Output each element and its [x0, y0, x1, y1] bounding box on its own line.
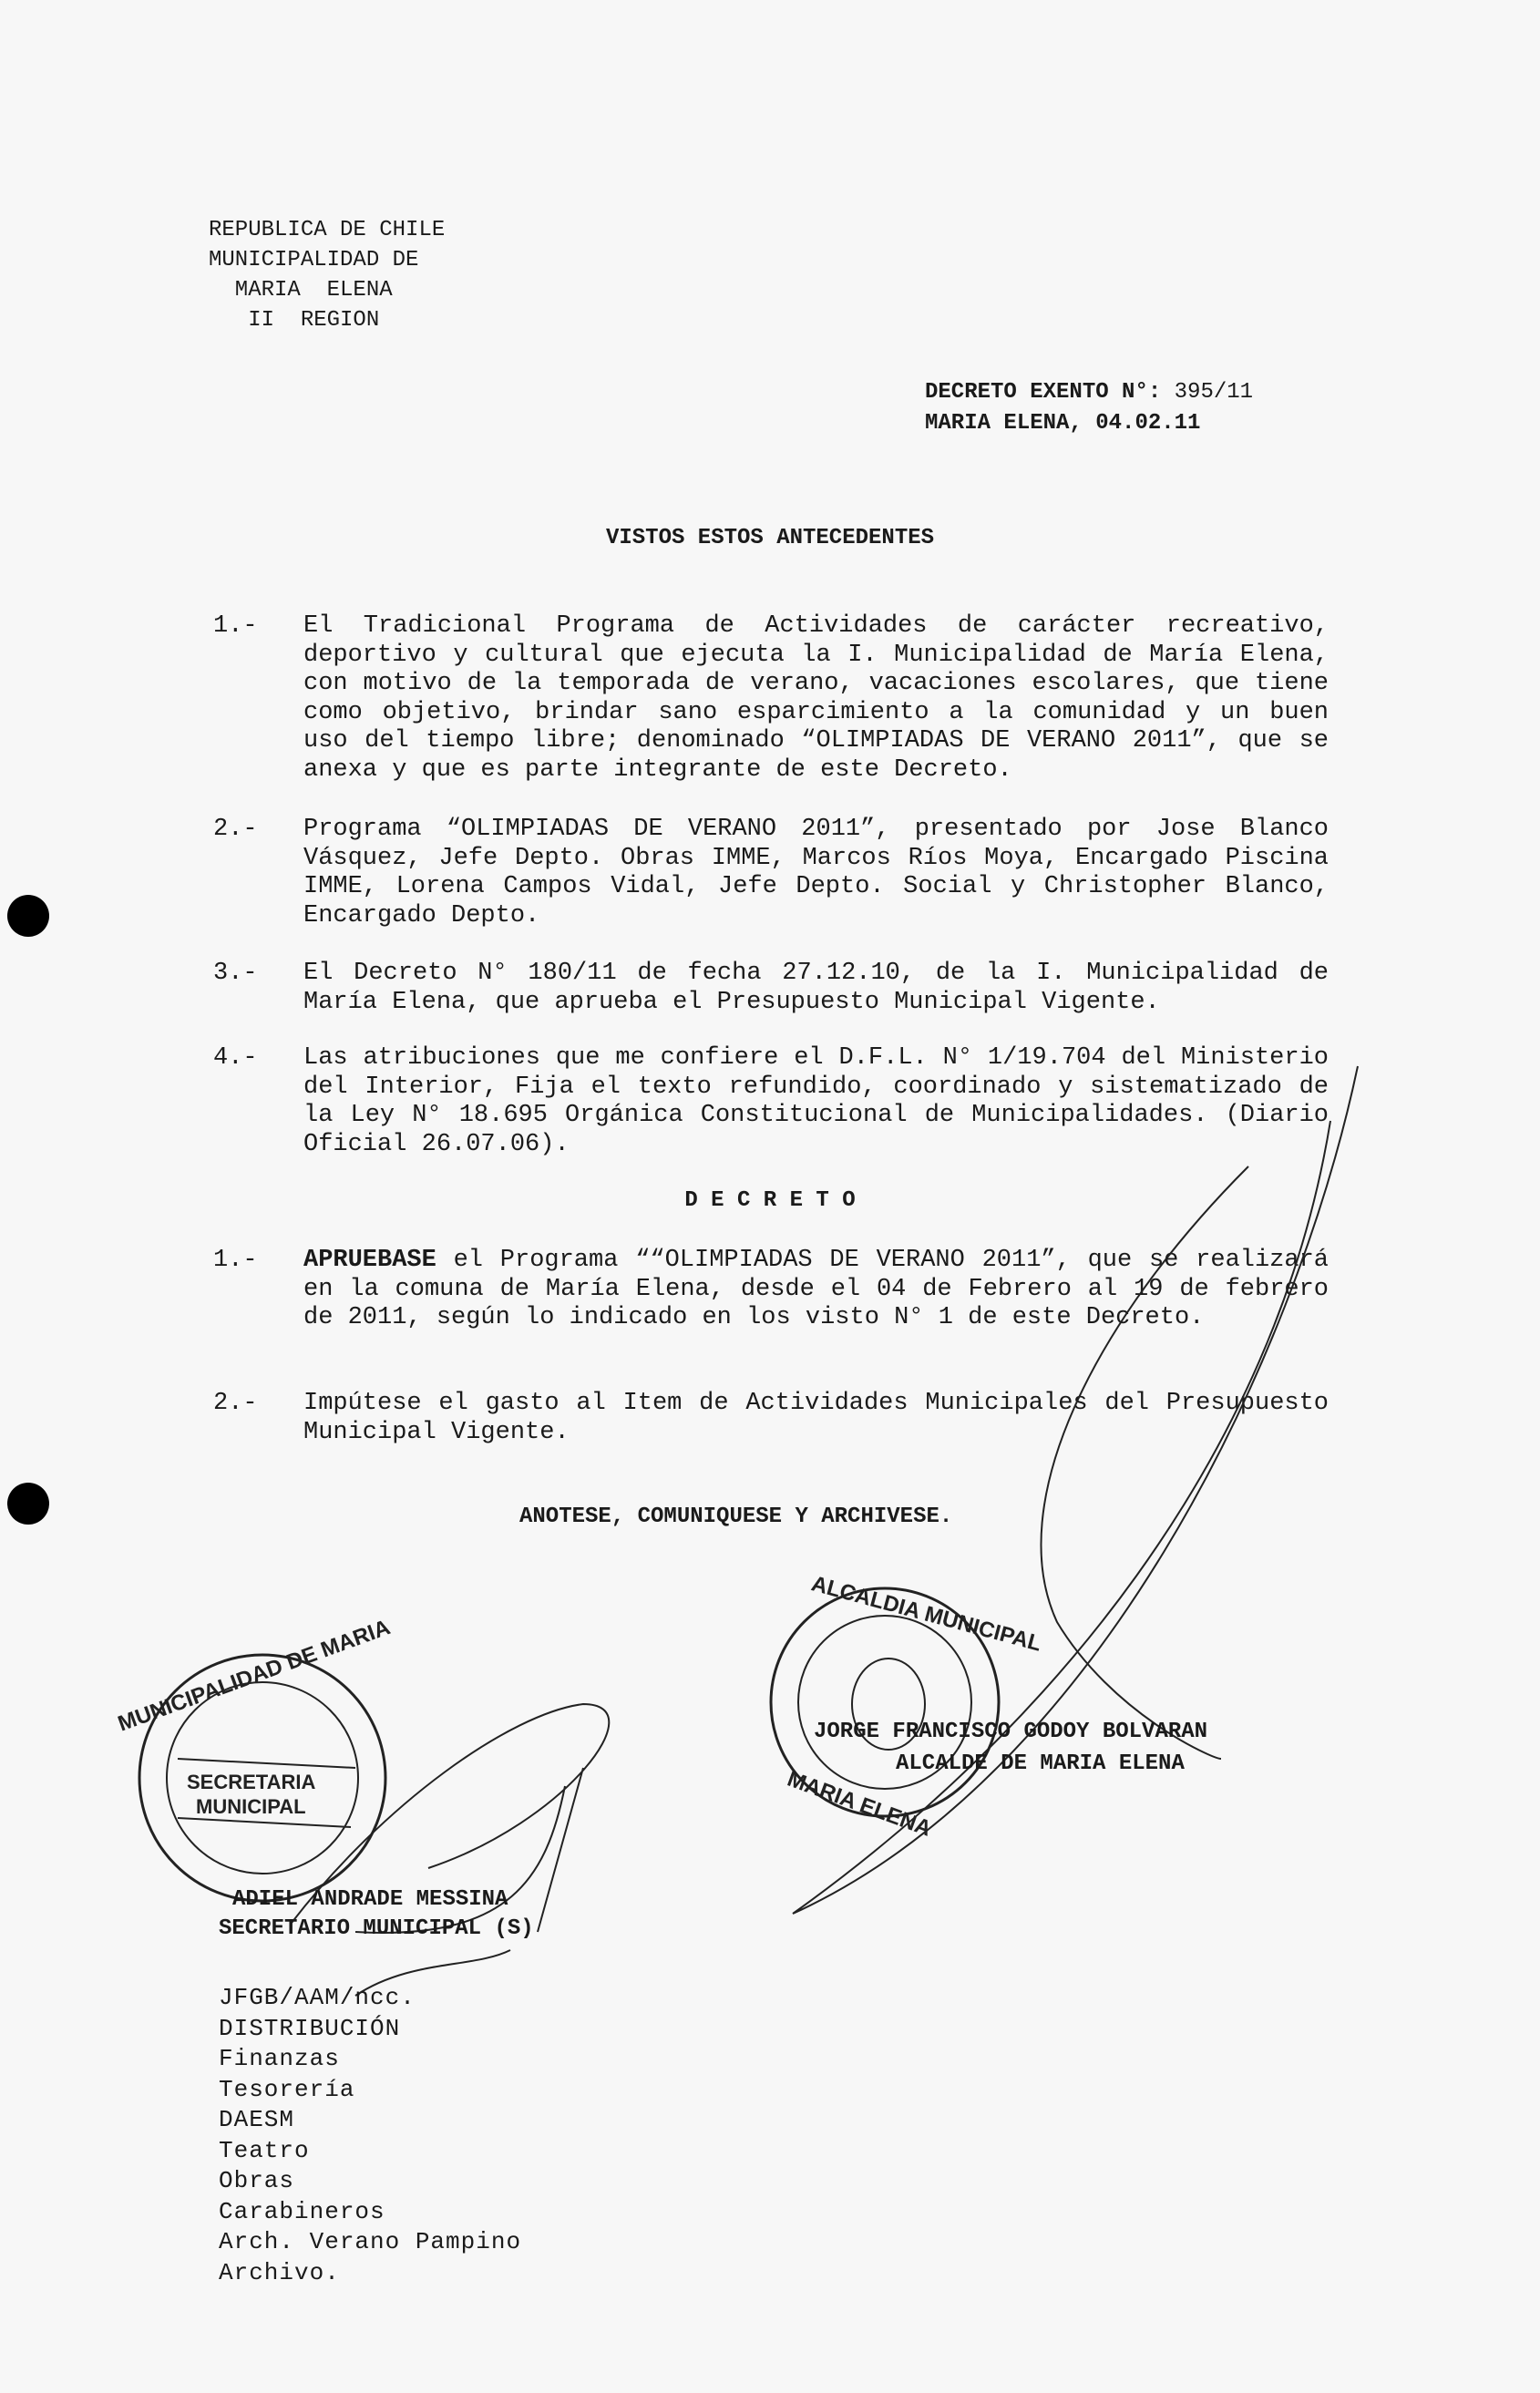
item-text: Las atribuciones que me confiere el D.F.L. N° 1/19.704 del Ministerio del Interior, Fija el texto refundido, coordinado y sistematizado de la Ley N° 18.695 Orgánica Constitucional de Municipalidades. (Diario Oficial 26.07.06). — [303, 1044, 1329, 1158]
item-number: 4.- — [213, 1044, 258, 1072]
place-label: MARIA ELENA, — [925, 411, 1083, 436]
secretary-stamp-text: MUNICIPAL — [196, 1795, 306, 1818]
decreto-item — [213, 1247, 1329, 1333]
letterhead-line: MARIA ELENA — [209, 278, 393, 303]
item-number: 2.- — [213, 1390, 258, 1417]
initials: JFGB/AAM/ncc. — [219, 1984, 416, 2011]
distribution-item: Obras — [219, 2167, 295, 2194]
decree-reference — [925, 377, 1253, 439]
distribution-item: Carabineros — [219, 2197, 385, 2225]
distribution-item: DAESM — [219, 2106, 295, 2133]
item-text: El Tradicional Programa de Actividades de carácter recreativo, deportivo y cultural que ejecuta la I. Municipalidad de María Elena, con motivo de la temporada de verano, vacaciones escolares, que tiene como objetivo, brindar sano esparcimiento a la comunidad y un buen uso del tiempo libre; denominado “OLIMPIADAS DE VERANO 2011”, que se anexa y que es parte integrante de este Decreto. — [303, 612, 1329, 784]
item-number: 1.- — [213, 1247, 258, 1274]
distribution-item: Teatro — [219, 2136, 310, 2164]
vistos-item — [213, 960, 1329, 1017]
decreto-title: D E C R E T O — [684, 1188, 856, 1213]
secretary-title: SECRETARIO MUNICIPAL (S) — [219, 1916, 534, 1941]
distribution-title: DISTRIBUCIÓN — [219, 2014, 401, 2042]
mayor-stamp-text: MARIA ELENA — [784, 1766, 935, 1842]
item-text: Programa “OLIMPIADAS DE VERANO 2011”, presentado por Jose Blanco Vásquez, Jefe Depto. Obras IMME, Marcos Ríos Moya, Encargado Piscina IMME, Lorena Campos Vidal, Jefe Depto. Social y Christopher Blanco, Encargado Depto. — [303, 816, 1329, 929]
decreto-item — [213, 1390, 1329, 1447]
secretary-signature — [292, 1704, 609, 1996]
item-number: 3.- — [213, 960, 258, 987]
distribution-item: Finanzas — [219, 2045, 340, 2072]
vistos-item — [213, 816, 1329, 930]
vistos-title: VISTOS ESTOS ANTECEDENTES — [605, 526, 935, 550]
vistos-item — [213, 612, 1329, 785]
distribution-list — [219, 1983, 521, 2288]
item-text: Impútese el gasto al Item de Actividades Municipales del Presupuesto Municipal Vigente. — [303, 1390, 1329, 1446]
secretary-stamp-text: MUNICIPALIDAD DE MARIA — [114, 1615, 394, 1737]
item-text — [303, 1247, 1329, 1333]
approve-keyword: APRUEBASE — [303, 1247, 436, 1274]
closing-formula: ANOTESE, COMUNIQUESE Y ARCHIVESE. — [519, 1505, 953, 1529]
punch-hole — [7, 895, 49, 937]
mayor-stamp — [771, 1588, 999, 1816]
letterhead — [209, 215, 445, 335]
distribution-item: Arch. Verano Pampino — [219, 2228, 522, 2255]
letterhead-line: MUNICIPALIDAD DE — [209, 248, 419, 272]
mayor-name: JORGE FRANCISCO GODOY BOLVARAN — [814, 1720, 1208, 1744]
decree-number: 395/11 — [1174, 380, 1254, 405]
decree-date: 04.02.11 — [1095, 411, 1201, 436]
punch-hole — [7, 1483, 49, 1525]
decree-number-label: DECRETO EXENTO N°: — [925, 380, 1162, 405]
distribution-item: Tesorería — [219, 2075, 355, 2103]
mayor-stamp-text: ALCALDIA MUNICIPAL — [808, 1571, 1044, 1657]
mayor-title: ALCALDE DE MARIA ELENA — [896, 1751, 1185, 1776]
letterhead-line: II REGION — [209, 308, 380, 333]
vistos-item — [213, 1044, 1329, 1159]
item-text: El Decreto N° 180/11 de fecha 27.12.10, de la I. Municipalidad de María Elena, que aprueba el Presupuesto Municipal Vigente. — [303, 960, 1329, 1016]
item-text-body: el Programa ““OLIMPIADAS DE VERANO 2011”, que se realizará en la comuna de María Elena, desde el 04 de Febrero al 19 de febrero de 2011, según lo indicado en los visto N° 1 de este Decreto. — [303, 1247, 1329, 1331]
secretary-stamp — [139, 1655, 385, 1901]
secretary-name: ADIEL ANDRADE MESSINA — [232, 1887, 508, 1912]
item-number: 1.- — [213, 612, 258, 640]
secretary-stamp-text: SECRETARIA — [187, 1771, 316, 1793]
letterhead-line: REPUBLICA DE CHILE — [209, 218, 446, 242]
distribution-item: Archivo. — [219, 2258, 340, 2286]
item-number: 2.- — [213, 816, 258, 843]
